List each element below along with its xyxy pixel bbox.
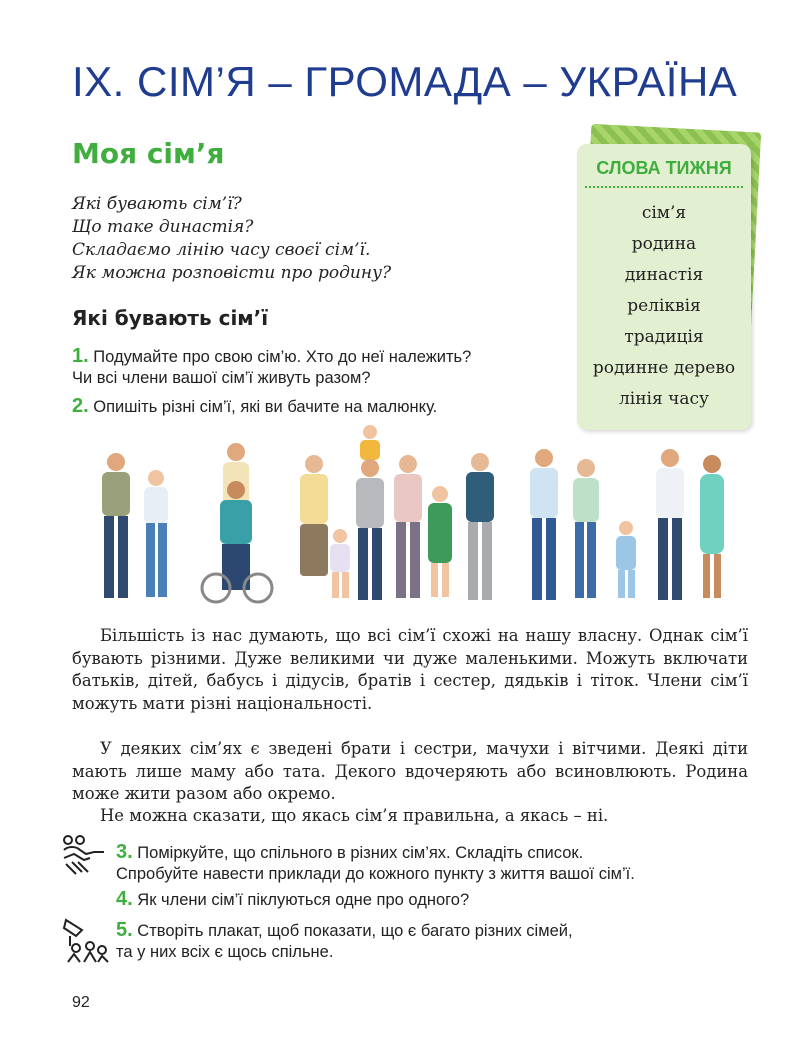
family-illustration bbox=[78, 420, 738, 620]
guiding-question: Складаємо лінію часу своєї сім’ї. bbox=[72, 240, 371, 260]
person-figure bbox=[466, 453, 494, 600]
guiding-question: Що таке династія? bbox=[72, 217, 254, 237]
person-figure bbox=[530, 449, 558, 600]
body-paragraph: Більшість із нас думають, що всі сім’ї схожі на нашу власну. Однак сім’ї бувають різними. Дуже великими чи дуже маленькими. Можуть включати батьків, дітей, бабусь і дідусів, братів і сестер, дядьків і тіток. Члени сім’ї можуть мати різні національності. bbox=[72, 626, 748, 713]
person-figure bbox=[428, 486, 452, 597]
guiding-question: Які бувають сім’ї? bbox=[72, 194, 242, 214]
body-paragraph: Не можна сказати, що якась сім’я правильна, а якась – ні. bbox=[100, 806, 609, 825]
task-3 bbox=[116, 842, 756, 885]
vocab-word: сім’я bbox=[641, 203, 687, 223]
person-figure bbox=[656, 449, 684, 600]
vocab-word: традиція bbox=[624, 327, 704, 347]
task-text: Опишіть різні сім’ї, які ви бачите на малюнку. bbox=[93, 398, 438, 416]
task-text: Поміркуйте, що спільного в різних сім’ях. Складіть список. bbox=[137, 844, 584, 862]
task-text: Чи всі члени вашої сім’ї живуть разом? bbox=[72, 369, 371, 387]
vocab-word: династія bbox=[624, 265, 704, 285]
task-4 bbox=[116, 889, 756, 911]
vocab-word: лінія часу bbox=[618, 389, 710, 409]
task-1 bbox=[72, 346, 572, 389]
lesson-title: Моя сім’я bbox=[72, 137, 225, 170]
person-figure bbox=[616, 521, 636, 598]
task-number: 4. bbox=[116, 888, 133, 910]
chapter-title: IX. СІМ’Я – ГРОМАДА – УКРАЇНА bbox=[72, 58, 738, 105]
person-figure bbox=[394, 455, 422, 598]
body-paragraph: У деяких сім’ях є зведені брати і сестри, мачухи і вітчими. Деякі діти мають лише маму або тата. Декого вдочеряють або всиновлюють. Родина може жити разом або окремо. bbox=[72, 739, 748, 803]
person-figure bbox=[102, 453, 130, 598]
page-number: 92 bbox=[72, 994, 90, 1011]
task-number: 3. bbox=[116, 841, 133, 863]
task-text: Як члени сім’ї піклуються одне про одного? bbox=[137, 891, 470, 909]
person-figure bbox=[700, 455, 724, 598]
section-heading: Які бувають сім’ї bbox=[72, 306, 269, 330]
vocab-word: родинне дерево bbox=[592, 358, 736, 378]
group-work-icon bbox=[60, 834, 112, 878]
task-5 bbox=[116, 920, 756, 963]
task-text: та у них всіх є щось спільне. bbox=[116, 943, 334, 961]
person-figure bbox=[356, 425, 384, 600]
task-number: 5. bbox=[116, 919, 133, 941]
project-icon bbox=[60, 916, 112, 966]
vocab-word: родина bbox=[631, 234, 697, 254]
person-figure bbox=[573, 459, 599, 598]
dotted-divider bbox=[585, 186, 743, 188]
task-2 bbox=[72, 396, 572, 418]
task-number: 2. bbox=[72, 395, 89, 417]
task-text: Спробуйте навести приклади до кожного пункту з життя вашої сім’ї. bbox=[116, 865, 635, 883]
person-figure bbox=[300, 455, 328, 576]
person-figure bbox=[144, 470, 168, 597]
task-number: 1. bbox=[72, 345, 89, 367]
task-text: Подумайте про свою сім’ю. Хто до неї належить? bbox=[93, 348, 472, 366]
guiding-question: Як можна розповісти про родину? bbox=[72, 263, 392, 283]
words-of-week-title: СЛОВА ТИЖНЯ bbox=[596, 158, 732, 178]
vocab-word: реліквія bbox=[627, 296, 701, 316]
task-text: Створіть плакат, щоб показати, що є багато різних сімей, bbox=[137, 922, 573, 940]
person-figure bbox=[330, 529, 350, 598]
